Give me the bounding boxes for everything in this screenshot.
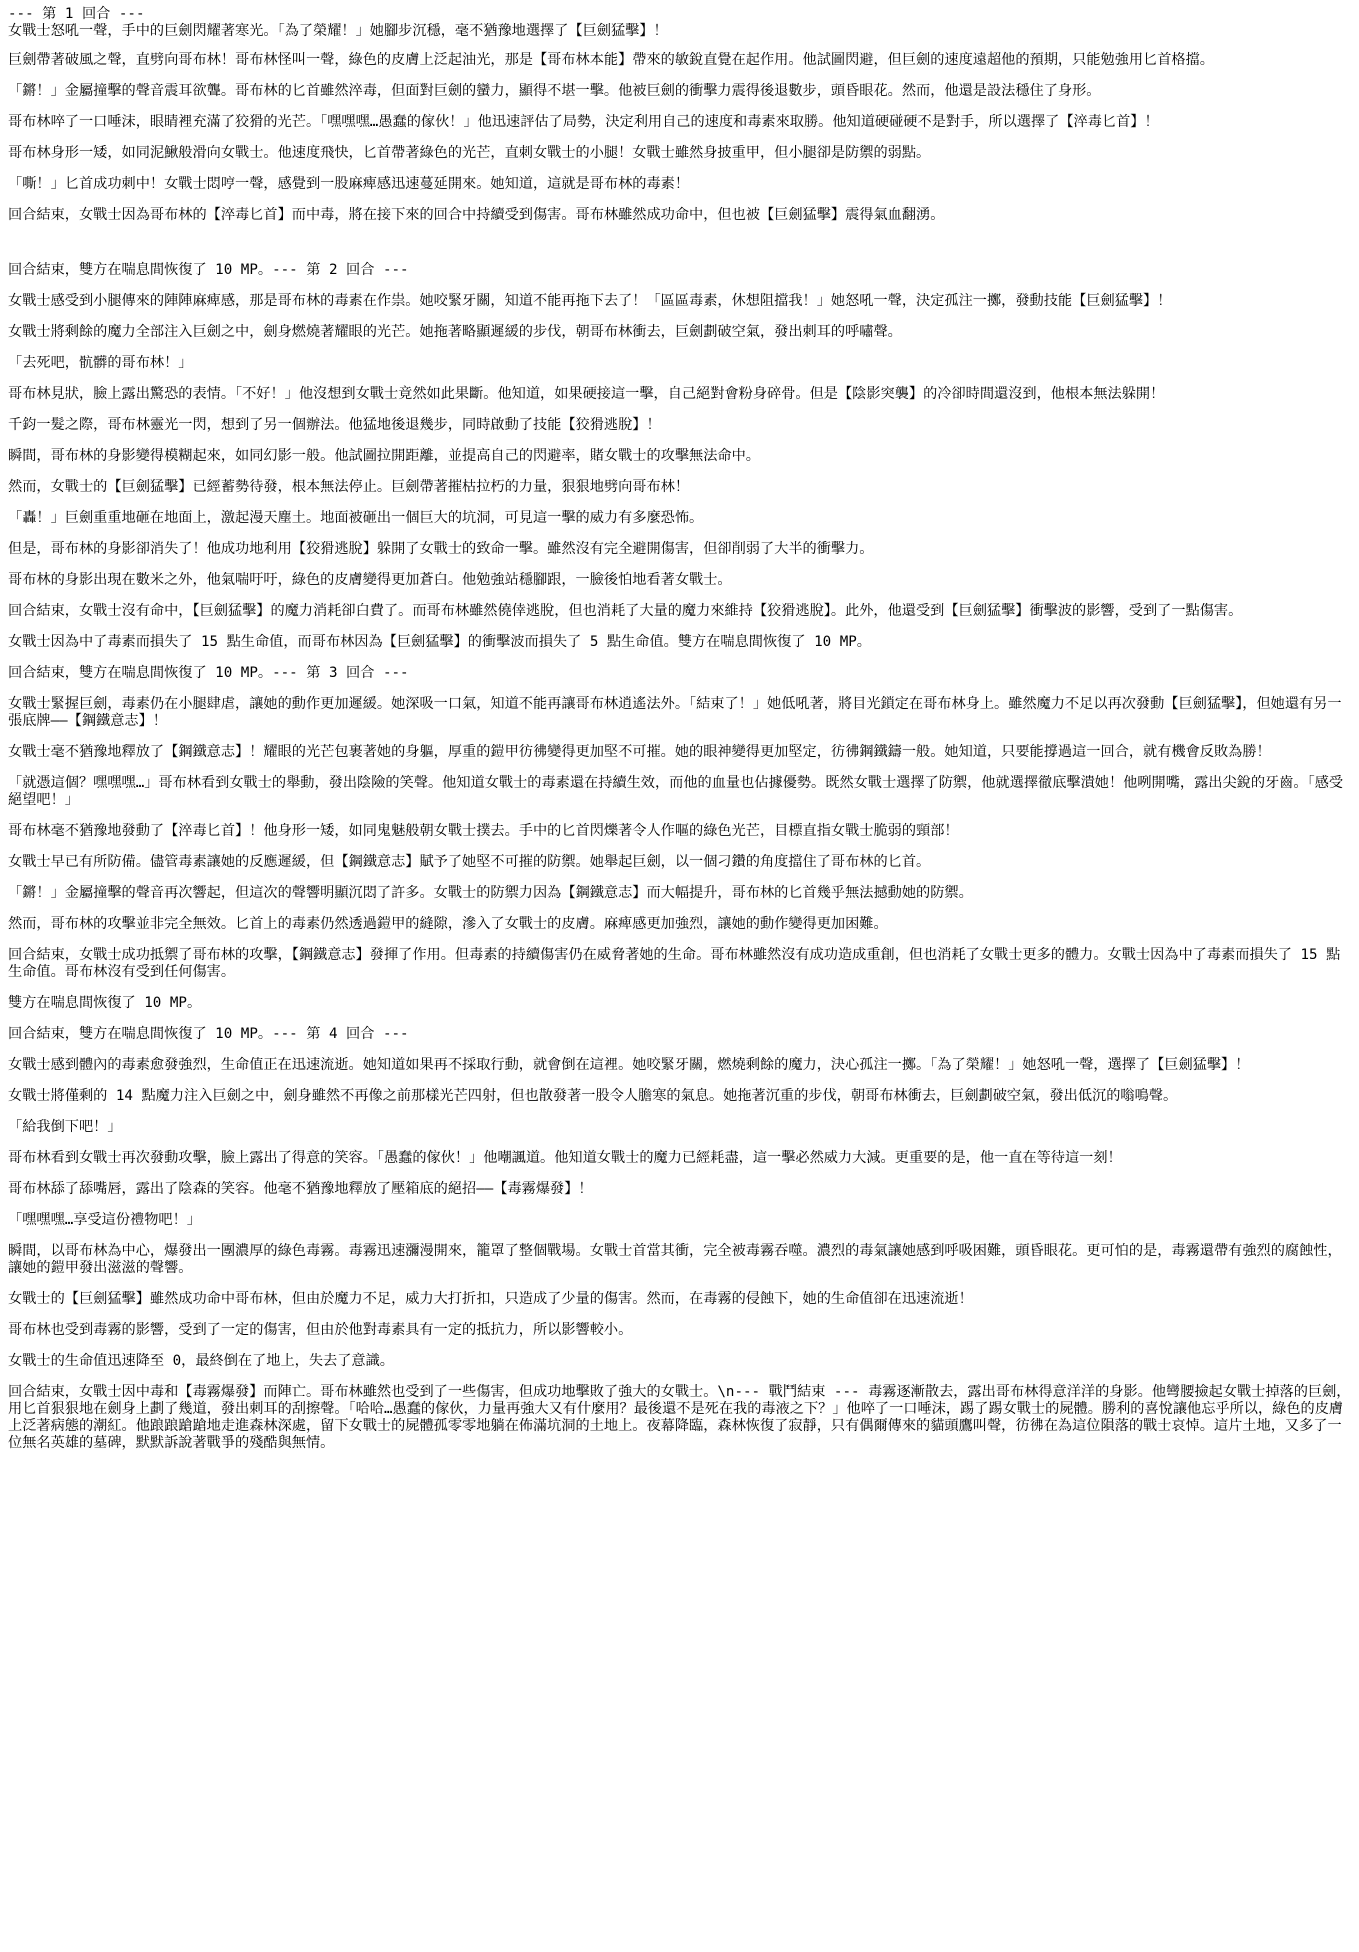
- paragraph: 女戰士將僅剩的 14 點魔力注入巨劍之中，劍身雖然不再像之前那樣光芒四射，但也散發著一股令人膽寒的氣息。她拖著沉重的步伐，朝哥布林衝去，巨劍劃破空氣，發出低沉的嗡鳴聲。: [8, 1088, 1178, 1104]
- paragraph: 「鏘！」金屬撞擊的聲音再次響起，但這次的聲響明顯沉悶了許多。女戰士的防禦力因為【鋼鐵意志】而大幅提升，哥布林的匕首幾乎無法撼動她的防禦。: [8, 885, 973, 901]
- round-divider: 回合結束，雙方在喘息間恢復了 10 MP。--- 第 3 回合 ---: [8, 665, 409, 681]
- paragraph: 哥布林毫不猶豫地發動了【淬毒匕首】！他身形一矮，如同鬼魅般朝女戰士撲去。手中的匕首閃爍著令人作嘔的綠色光芒，目標直指女戰士脆弱的頸部！: [8, 823, 959, 839]
- paragraph: 「去死吧，骯髒的哥布林！」: [8, 355, 193, 371]
- paragraph: 「轟！」巨劍重重地砸在地面上，激起漫天塵土。地面被砸出一個巨大的坑洞，可見這一擊的威力有多麼恐怖。: [8, 510, 704, 526]
- paragraph: 哥布林身形一矮，如同泥鰍般滑向女戰士。他速度飛快，匕首帶著綠色的光芒，直刺女戰士的小腿！女戰士雖然身披重甲，但小腿卻是防禦的弱點。: [8, 145, 931, 161]
- paragraph: 瞬間，以哥布林為中心，爆發出一團濃厚的綠色毒霧。毒霧迅速瀰漫開來，籠罩了整個戰場。女戰士首當其衝，完全被毒霧吞噬。濃烈的毒氣讓她感到呼吸困難，頭昏眼花。更可怕的是，毒霧還帶有強烈的腐蝕性，讓她的鎧甲發出滋滋的聲響。: [8, 1243, 1342, 1276]
- paragraph: 哥布林見狀，臉上露出驚恐的表情。「不好！」他沒想到女戰士竟然如此果斷。他知道，如果硬接這一擊，自己絕對會粉身碎骨。但是【陰影突襲】的冷卻時間還沒到，他根本無法躲開！: [8, 386, 1165, 402]
- paragraph: 「給我倒下吧！」: [8, 1119, 122, 1135]
- paragraph: 「嘶！」匕首成功刺中！女戰士悶哼一聲，感覺到一股麻痺感迅速蔓延開來。她知道，這就是哥布林的毒素！: [8, 176, 690, 192]
- paragraph: 女戰士毫不猶豫地釋放了【鋼鐵意志】！耀眼的光芒包裹著她的身軀，厚重的鎧甲彷彿變得更加堅不可摧。她的眼神變得更加堅定，彷彿鋼鐵鑄一般。她知道，只要能撐過這一回合，就有機會反敗為勝！: [8, 744, 1271, 760]
- paragraph: 女戰士將剩餘的魔力全部注入巨劍之中，劍身燃燒著耀眼的光芒。她拖著略顯遲緩的步伐，朝哥布林衝去，巨劍劃破空氣，發出刺耳的呼嘯聲。: [8, 324, 902, 340]
- paragraph: 女戰士感到體內的毒素愈發強烈，生命值正在迅速流逝。她知道如果再不採取行動，就會倒在這裡。她咬緊牙關，燃燒剩餘的魔力，決心孤注一擲。「為了榮耀！」她怒吼一聲，選擇了【巨劍猛擊】！: [8, 1057, 1250, 1073]
- paragraph: --- 第 1 回合 --- 女戰士怒吼一聲，手中的巨劍閃耀著寒光。「為了榮耀！」她腳步沉穩，毫不猶豫地選擇了【巨劍猛擊】！: [8, 6, 668, 39]
- paragraph: 女戰士因為中了毒素而損失了 15 點生命值，而哥布林因為【巨劍猛擊】的衝擊波而損失了 5 點生命值。雙方在喘息間恢復了 10 MP。: [8, 634, 871, 650]
- paragraph: 女戰士的生命值迅速降至 0，最終倒在了地上，失去了意識。: [8, 1353, 394, 1369]
- paragraph: 哥布林看到女戰士再次發動攻擊，臉上露出了得意的笑容。「愚蠢的傢伙！」他嘲諷道。他知道女戰士的魔力已經耗盡，這一擊必然威力大減。更重要的是，他一直在等待這一刻！: [8, 1150, 1122, 1166]
- round-divider: 回合結束，雙方在喘息間恢復了 10 MP。--- 第 4 回合 ---: [8, 1026, 409, 1042]
- paragraph: 哥布林的身影出現在數米之外，他氣喘吁吁，綠色的皮膚變得更加蒼白。他勉強站穩腳跟，一臉後怕地看著女戰士。: [8, 572, 732, 588]
- paragraph: 但是，哥布林的身影卻消失了！他成功地利用【狡猾逃脫】躲開了女戰士的致命一擊。雖然沒有完全避開傷害，但卻削弱了大半的衝擊力。: [8, 541, 874, 557]
- paragraph: 雙方在喘息間恢復了 10 MP。: [8, 995, 202, 1011]
- paragraph: 巨劍帶著破風之聲，直劈向哥布林！哥布林怪叫一聲，綠色的皮膚上泛起油光，那是【哥布林本能】帶來的敏銳直覺在起作用。他試圖閃避，但巨劍的速度遠超他的預期，只能勉強用匕首格擋。: [8, 52, 1214, 68]
- paragraph: 「鏘！」金屬撞擊的聲音震耳欲聾。哥布林的匕首雖然淬毒，但面對巨劍的蠻力，顯得不堪一擊。他被巨劍的衝擊力震得後退數步，頭昏眼花。然而，他還是設法穩住了身形。: [8, 83, 1101, 99]
- paragraph: 女戰士感受到小腿傳來的陣陣麻痺感，那是哥布林的毒素在作祟。她咬緊牙關，知道不能再拖下去了！「區區毒素，休想阻擋我！」她怒吼一聲，決定孤注一擲，發動技能【巨劍猛擊】！: [8, 293, 1172, 309]
- paragraph: 瞬間，哥布林的身影變得模糊起來，如同幻影一般。他試圖拉開距離，並提高自己的閃避率，賭女戰士的攻擊無法命中。: [8, 448, 760, 464]
- paragraph: 女戰士緊握巨劍，毒素仍在小腿肆虐，讓她的動作更加遲緩。她深吸一口氣，知道不能再讓哥布林逍遙法外。「結束了！」她低吼著，將目光鎖定在哥布林身上。雖然魔力不足以再次發動【巨劍猛擊】，但她還有另一張底牌——【鋼鐵意志】！: [8, 696, 1342, 729]
- round-divider: 回合結束，雙方在喘息間恢復了 10 MP。--- 第 2 回合 ---: [8, 262, 409, 278]
- paragraph: 回合結束，女戰士因為哥布林的【淬毒匕首】而中毒，將在接下來的回合中持續受到傷害。哥布林雖然成功命中，但也被【巨劍猛擊】震得氣血翻湧。: [8, 207, 945, 223]
- paragraph: 回合結束，女戰士因中毒和【毒霧爆發】而陣亡。哥布林雖然也受到了一些傷害，但成功地擊敗了強大的女戰士。\n--- 戰鬥結束 --- 毒霧逐漸散去，露出哥布林得意洋洋的身影。他彎腰撿起女戰士掉落的巨劍，用匕首狠狠地在劍身上劃了幾道，發出刺耳的刮擦聲。「哈哈…愚蠢的傢伙，力量再強大又有什麼用？最後還不是死在我的毒液之下？」他啐了一口唾沫，踢了踢女戰士的屍體。勝利的喜悅讓他忘乎所以，綠色的皮膚上泛著病態的潮紅。他踉踉蹌蹌地走進森林深處，留下女戰士的屍體孤零零地躺在佈滿坑洞的土地上。夜幕降臨，森林恢復了寂靜，只有偶爾傳來的貓頭鷹叫聲，彷彿在為這位隕落的戰士哀悼。這片土地，又多了一位無名英雄的墓碑，默默訴說著戰爭的殘酷與無情。: [8, 1384, 1351, 1451]
- paragraph: 回合結束，女戰士成功抵禦了哥布林的攻擊，【鋼鐵意志】發揮了作用。但毒素的持續傷害仍在威脅著她的生命。哥布林雖然沒有成功造成重創，但也消耗了女戰士更多的體力。女戰士因為中了毒素而損失了 15 點生命值。哥布林沒有受到任何傷害。: [8, 947, 1341, 980]
- paragraph: 然而，女戰士的【巨劍猛擊】已經蓄勢待發，根本無法停止。巨劍帶著摧枯拉朽的力量，狠狠地劈向哥布林！: [8, 479, 690, 495]
- paragraph: 「就憑這個？嘿嘿嘿…」哥布林看到女戰士的舉動，發出陰險的笑聲。他知道女戰士的毒素還在持續生效，而他的血量也佔據優勢。既然女戰士選擇了防禦，他就選擇徹底擊潰她！他咧開嘴，露出尖銳的牙齒。「感受絕望吧！」: [8, 775, 1344, 808]
- paragraph: 哥布林啐了一口唾沫，眼睛裡充滿了狡猾的光芒。「嘿嘿嘿…愚蠢的傢伙！」他迅速評估了局勢，決定利用自己的速度和毒素來取勝。他知道硬碰硬不是對手，所以選擇了【淬毒匕首】！: [8, 114, 1159, 130]
- paragraph: 回合結束，女戰士沒有命中，【巨劍猛擊】的魔力消耗卻白費了。而哥布林雖然僥倖逃脫，但也消耗了大量的魔力來維持【狡猾逃脫】。此外，他還受到【巨劍猛擊】衝擊波的影響，受到了一點傷害。: [8, 603, 1243, 619]
- paragraph: 千鈞一髮之際，哥布林靈光一閃，想到了另一個辦法。他猛地後退幾步，同時啟動了技能【狡猾逃脫】！: [8, 417, 661, 433]
- paragraph: 女戰士早已有所防備。儘管毒素讓她的反應遲緩，但【鋼鐵意志】賦予了她堅不可摧的防禦。她舉起巨劍，以一個刁鑽的角度擋住了哥布林的匕首。: [8, 854, 931, 870]
- paragraph: 然而，哥布林的攻擊並非完全無效。匕首上的毒素仍然透過鎧甲的縫隙，滲入了女戰士的皮膚。麻痺感更加強烈，讓她的動作變得更加困難。: [8, 916, 888, 932]
- paragraph: 哥布林也受到毒霧的影響，受到了一定的傷害，但由於他對毒素具有一定的抵抗力，所以影響較小。: [8, 1322, 633, 1338]
- paragraph: 女戰士的【巨劍猛擊】雖然成功命中哥布林，但由於魔力不足，威力大打折扣，只造成了少量的傷害。然而，在毒霧的侵蝕下，她的生命值卻在迅速流逝！: [8, 1291, 973, 1307]
- paragraph: 哥布林舔了舔嘴唇，露出了陰森的笑容。他毫不猶豫地釋放了壓箱底的絕招——【毒霧爆發】！: [8, 1181, 593, 1197]
- paragraph: 「嘿嘿嘿…享受這份禮物吧！」: [8, 1212, 201, 1228]
